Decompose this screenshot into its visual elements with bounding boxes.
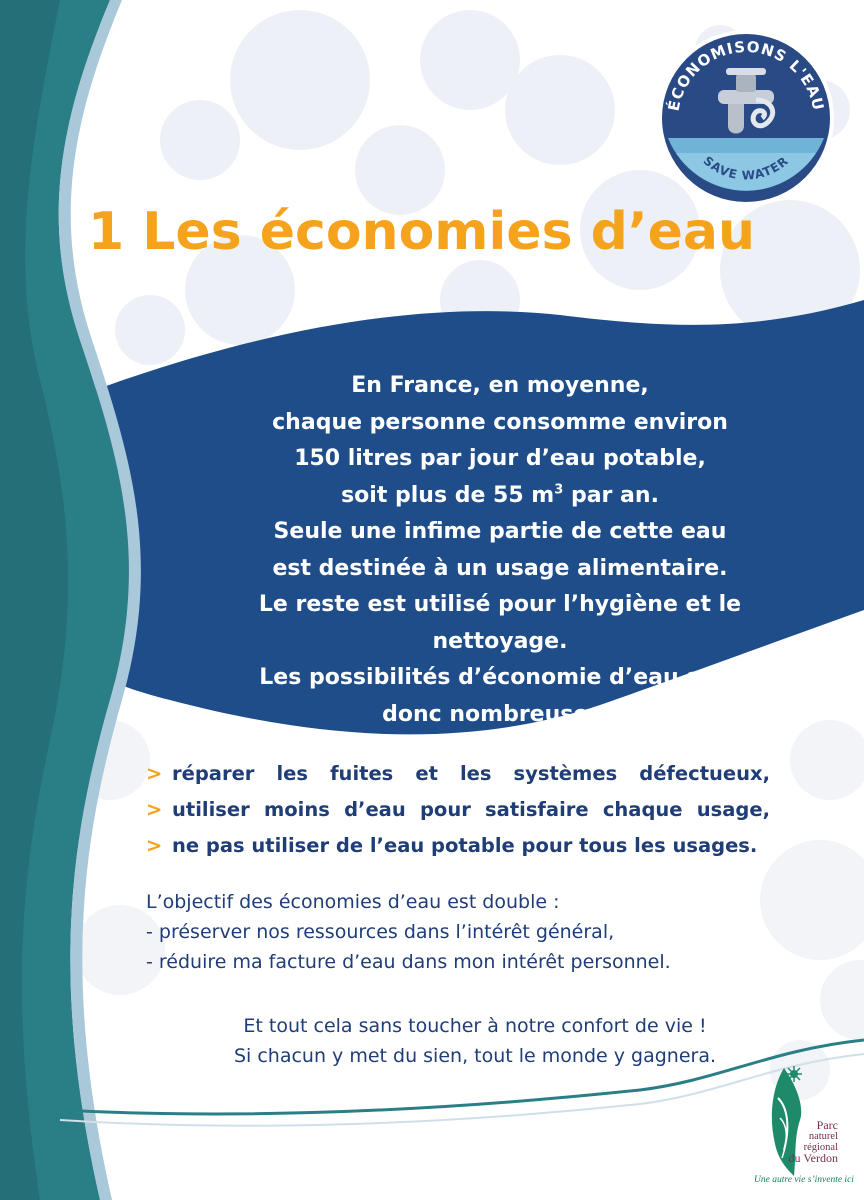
- badge-top-text: ÉCONOMISONS L'EAU: [664, 37, 828, 113]
- intro-line: nettoyage.: [432, 628, 568, 654]
- chevron-right-icon: >: [146, 762, 163, 785]
- intro-line: Les possibilités d’économie d’eau sont: [259, 665, 741, 690]
- intro-line: 150 litres par jour d’eau potable,: [294, 446, 706, 471]
- intro-line: [200, 478, 800, 515]
- list-item: [146, 792, 770, 828]
- list-item: [146, 756, 770, 792]
- badge-bottom-text: SAVE WATER: [700, 153, 792, 183]
- intro-line: est destinée à un usage alimentaire.: [272, 555, 728, 581]
- objectif-line: - préserver nos ressources dans l’intérêt général,: [146, 921, 615, 943]
- list-item-text: réparer les fuites et les systèmes défectueux,: [172, 762, 770, 785]
- intro-line-part: par an.: [570, 482, 659, 508]
- bullet-list: [146, 756, 770, 864]
- logo-line: régional: [803, 1142, 838, 1153]
- closing-line: Et tout cela sans toucher à notre confort de vie !: [243, 1015, 707, 1037]
- intro-line: donc nombreuses :: [382, 701, 618, 727]
- intro-line: Seule une infime partie de cette eau: [273, 519, 727, 544]
- logo-line: Parc: [816, 1118, 838, 1132]
- superscript-3: 3: [554, 482, 564, 498]
- logo-line: du Verdon: [788, 1151, 838, 1165]
- intro-paragraph: [200, 368, 800, 733]
- intro-line-part: soit plus de 55 m: [341, 482, 555, 508]
- chevron-right-icon: >: [146, 798, 163, 821]
- page-title: 1 Les économies d’eau: [88, 202, 755, 262]
- star-icon: [786, 1066, 802, 1082]
- objectif-line: L’objectif des économies d’eau est double :: [146, 891, 560, 913]
- logo-text: [789, 1120, 838, 1164]
- intro-line: En France, en moyenne,: [351, 373, 649, 398]
- list-item-text: ne pas utiliser de l’eau potable pour tous les usages.: [172, 834, 758, 857]
- logo-line: naturel: [808, 1131, 838, 1142]
- list-item: [146, 828, 770, 864]
- objectif-line: - réduire ma facture d’eau dans mon intérêt personnel.: [146, 951, 671, 973]
- closing-paragraph: [140, 1011, 810, 1071]
- list-item-text: utiliser moins d’eau pour satisfaire chaque usage,: [172, 798, 770, 821]
- intro-line: chaque personne consomme environ: [272, 409, 728, 435]
- closing-line: Si chacun y met du sien, tout le monde y gagnera.: [233, 1045, 717, 1067]
- intro-line: Le reste est utilisé pour l’hygiène et le: [258, 592, 742, 617]
- objectif-paragraph: [146, 887, 671, 977]
- chevron-right-icon: >: [146, 834, 163, 857]
- logo-slogan: Une autre vie s’invente ici: [754, 1175, 854, 1185]
- save-water-badge: [656, 28, 836, 208]
